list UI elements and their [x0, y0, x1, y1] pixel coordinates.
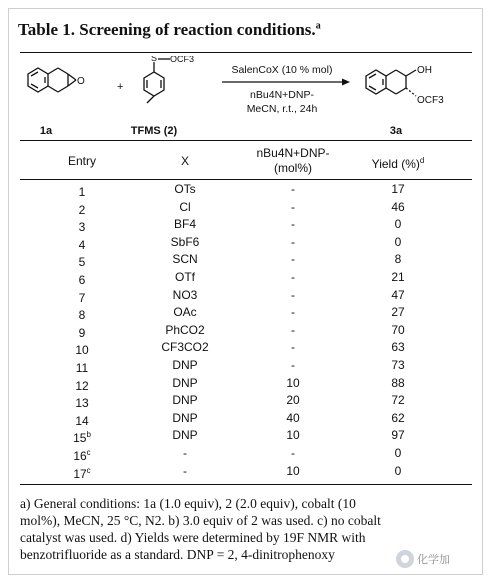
- cell-entry: 5: [78, 255, 86, 270]
- cell-additive: 20: [286, 393, 300, 408]
- product-3a-label: 3a: [389, 125, 403, 137]
- watermark-logo-icon: [396, 550, 414, 568]
- cell-additive: -: [291, 270, 295, 284]
- table-bottom-rule: [20, 484, 472, 485]
- footnote-line-1: a) General conditions: 1a (1.0 equiv), 2 (2.0 equiv), cobalt (10: [20, 496, 356, 511]
- cell-entry: 15$^b$: [73, 430, 91, 446]
- cell-x: CF3CO2: [161, 340, 209, 355]
- cell-additive: 10: [286, 463, 300, 478]
- cell-x: OAc: [173, 305, 197, 320]
- header-top-rule: [20, 140, 472, 141]
- cell-entry: 1: [78, 185, 86, 199]
- cell-yield: 62: [391, 410, 405, 425]
- epoxide-o-label: O: [77, 76, 85, 87]
- header-additive: nBu4N+DNP-: [256, 146, 330, 160]
- cell-additive: -: [291, 305, 295, 320]
- cell-additive: -: [291, 358, 295, 372]
- cell-additive: -: [291, 252, 295, 267]
- cell-yield: 47: [391, 287, 405, 302]
- cell-entry: 11: [75, 361, 89, 375]
- plus-sign: +: [117, 81, 124, 93]
- product-3a-structure: [366, 70, 416, 96]
- cell-yield: 0: [394, 217, 402, 232]
- cell-yield: 63: [391, 340, 405, 355]
- cell-entry: 8: [78, 308, 86, 323]
- cell-yield: 70: [391, 322, 405, 337]
- cell-additive: 40: [286, 410, 300, 425]
- cell-yield: 21: [391, 270, 405, 284]
- cell-yield: 8: [394, 252, 402, 267]
- cell-additive: -: [291, 182, 295, 196]
- cell-additive: -: [291, 217, 295, 232]
- reactant-tfms-label: TFMS (2): [130, 125, 178, 137]
- cell-additive: -: [291, 322, 295, 337]
- cell-entry: 14: [75, 413, 89, 428]
- cell-yield: 73: [391, 358, 405, 372]
- cell-entry: 17$^c$: [73, 465, 91, 481]
- cell-additive: 10: [286, 375, 300, 390]
- cell-additive: -: [291, 340, 295, 355]
- cell-additive: -: [291, 199, 295, 214]
- watermark: [396, 550, 450, 568]
- cell-x: DNP: [172, 410, 198, 425]
- cell-yield: 88: [391, 375, 405, 390]
- cell-entry: 2: [78, 202, 86, 217]
- cell-yield: 0: [394, 463, 402, 478]
- cell-x: SbF6: [170, 234, 200, 249]
- conditions-catalyst: SalenCoX (10 % mol): [231, 64, 333, 76]
- cell-additive: -: [291, 446, 295, 460]
- header-bottom-rule: [20, 179, 472, 180]
- reaction-scheme: [20, 56, 472, 138]
- cell-entry: 9: [78, 325, 86, 340]
- header-entry: Entry: [67, 154, 96, 168]
- cell-x: DNP: [172, 375, 198, 390]
- cell-x: BF4: [173, 217, 196, 232]
- cell-x: SCN: [172, 252, 198, 267]
- header-x: X: [180, 154, 189, 168]
- header-yield: Yield (%)$^d$: [371, 156, 425, 171]
- cell-entry: 16$^c$: [73, 448, 91, 463]
- cell-entry: 7: [78, 290, 86, 305]
- cell-yield: 17: [391, 182, 405, 196]
- cell-entry: 10: [75, 343, 89, 358]
- cell-x: DNP: [172, 428, 198, 443]
- sulfonyl-s-label: S: [151, 56, 158, 63]
- cell-additive: -: [291, 287, 295, 302]
- table-title: Table 1. Screening of reaction conditions.$^a$: [18, 20, 321, 39]
- cell-additive: -: [291, 234, 295, 249]
- header-additive-unit: (mol%): [274, 161, 312, 175]
- cell-yield: 27: [391, 305, 405, 320]
- reactant-tfms-structure: [144, 59, 170, 103]
- footnote-line-4: benzotrifluoride as a standard. DNP = 2, 4-dinitrophenoxy: [20, 547, 335, 562]
- conditions-solvent: MeCN, r.t., 24h: [246, 103, 318, 115]
- product-oh-label: OH: [417, 65, 432, 76]
- cell-entry: 4: [78, 237, 86, 252]
- cell-entry: 3: [78, 220, 86, 235]
- cell-x: PhCO2: [165, 322, 205, 337]
- cell-x: DNP: [172, 358, 198, 372]
- cell-x: OTs: [174, 182, 196, 196]
- product-ocf3-label: OCF3: [417, 95, 444, 106]
- top-rule: [20, 52, 472, 53]
- reactant-tfms-group: OCF3: [170, 56, 195, 64]
- cell-x: NO3: [172, 287, 198, 302]
- cell-additive: 10: [286, 428, 300, 443]
- cell-x: OTf: [175, 270, 195, 284]
- cell-yield: 72: [391, 393, 405, 408]
- cell-yield: 46: [391, 199, 405, 214]
- cell-yield: 97: [391, 428, 405, 443]
- reactant-1a-label: 1a: [39, 125, 53, 137]
- cell-entry: 13: [75, 396, 89, 411]
- conditions-additive: nBu4N+DNP-: [250, 89, 314, 101]
- footnote-line-3: catalyst was used. d) Yields were determined by 19F NMR with: [20, 530, 366, 545]
- cell-yield: 0: [394, 446, 402, 460]
- cell-x: DNP: [172, 393, 198, 408]
- cell-yield: 0: [394, 234, 402, 249]
- reactant-1a-structure: [28, 68, 76, 92]
- watermark-text: 化学加: [417, 554, 450, 566]
- cell-entry: 12: [75, 378, 89, 393]
- cell-x: Cl: [179, 199, 191, 214]
- footnote-line-2: mol%), MeCN, 25 °C, N2. b) 3.0 equiv of 2 was used. c) no cobalt: [20, 513, 381, 528]
- cell-x: -: [183, 463, 187, 478]
- cell-entry: 6: [78, 273, 86, 287]
- cell-x: -: [183, 446, 187, 460]
